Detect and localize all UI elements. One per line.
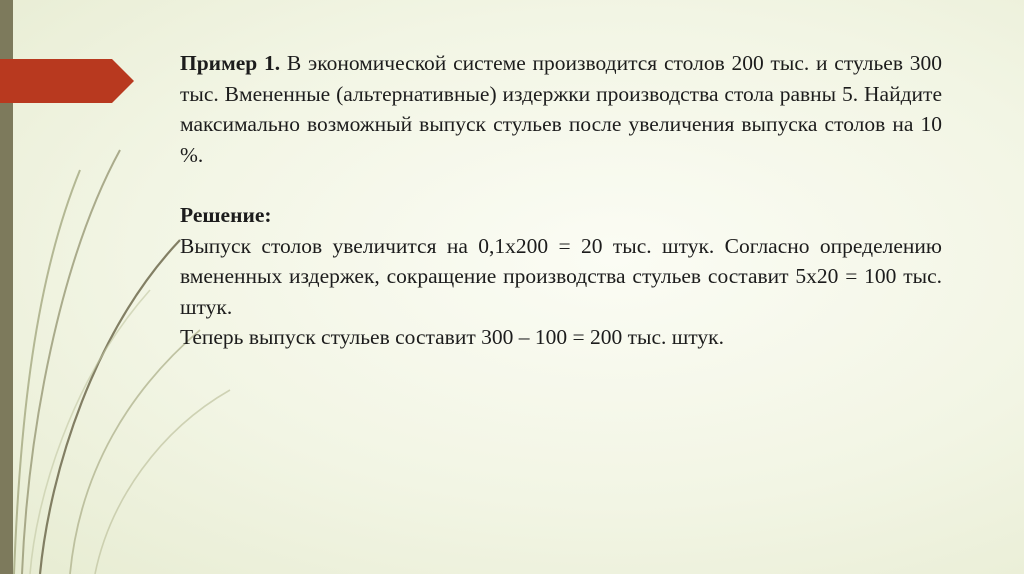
problem-text: В экономической системе производится столов 200 тыс. и стульев 300 тыс. Вмененные (альтернативные) издержки производства стола равны 5. Найдите максимально возможный выпуск стульев после увеличения выпуска столов на 10 %.	[180, 51, 942, 167]
spacer	[180, 170, 942, 200]
red-arrow-marker	[0, 59, 134, 103]
problem-label: Пример 1.	[180, 51, 281, 75]
solution-line-2: Теперь выпуск стульев составит 300 – 100 = 200 тыс. штук.	[180, 325, 724, 349]
slide-content	[180, 48, 942, 353]
solution-heading: Решение:	[180, 203, 272, 227]
problem-paragraph	[180, 48, 942, 170]
solution-line-1: Выпуск столов увеличится на 0,1х200 = 20 тыс. штук. Согласно определению вмененных издержек, сокращение производства стульев составит 5х20 = 100 тыс. штук.	[180, 233, 942, 319]
